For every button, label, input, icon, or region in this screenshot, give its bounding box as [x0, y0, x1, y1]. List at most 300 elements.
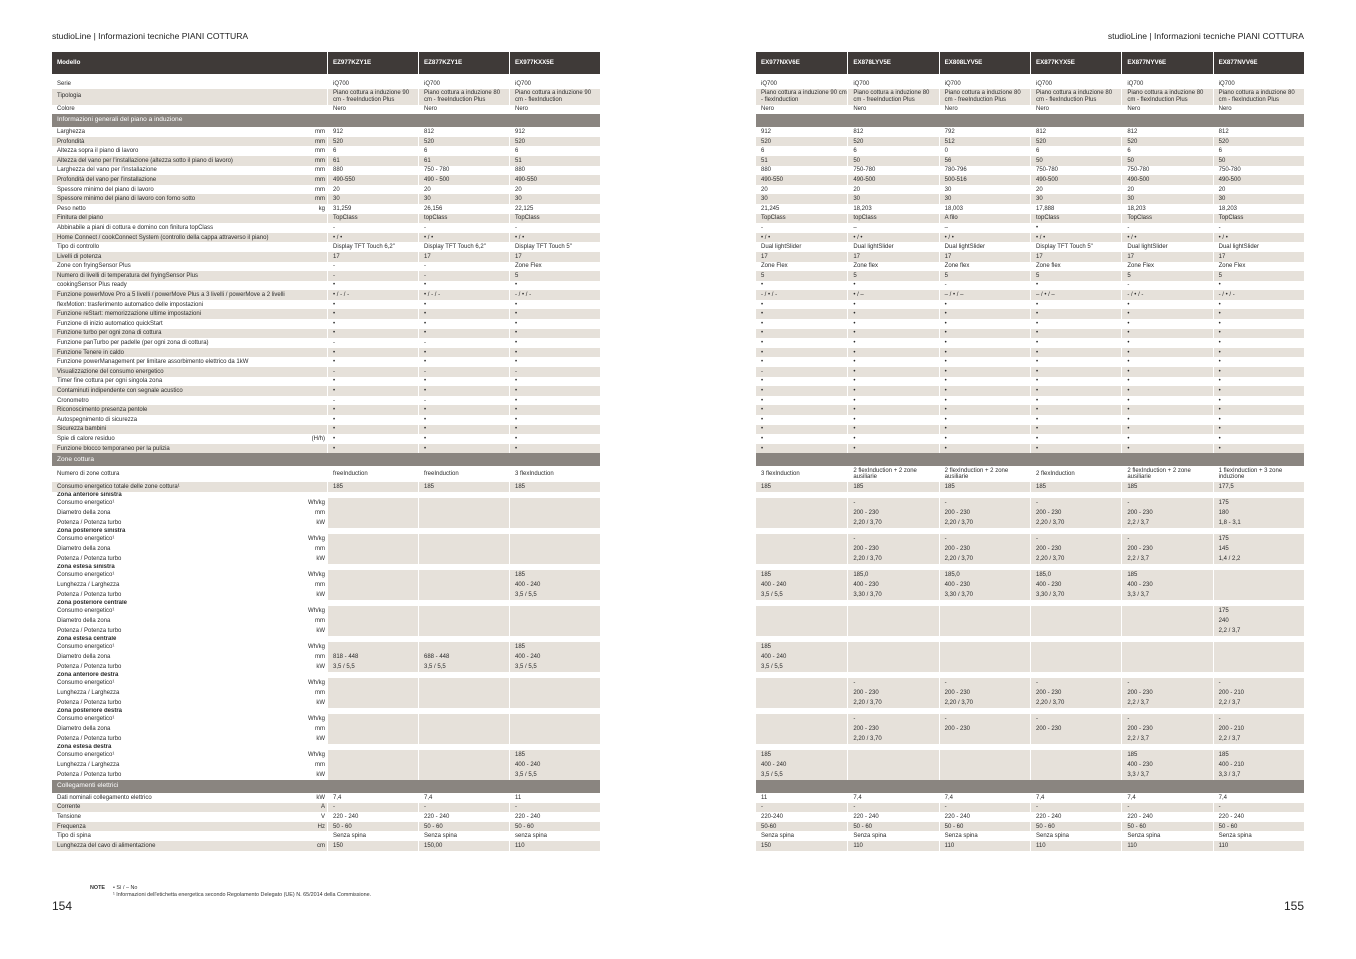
- value-cell: •: [847, 377, 938, 387]
- row-label: Zone con fryingSensor Plus: [57, 263, 131, 270]
- value-cell: -: [418, 271, 509, 281]
- value-cell: •: [847, 309, 938, 319]
- row-unit: kW: [316, 591, 325, 598]
- row-unit: [302, 405, 327, 415]
- table-row: [52, 377, 600, 387]
- value-cell: topClass: [418, 214, 509, 224]
- value-cell: [418, 508, 509, 518]
- value-cell: •: [418, 434, 509, 444]
- value-cell: •: [761, 282, 764, 289]
- value-cell: Senza spina: [1213, 831, 1304, 841]
- value-cell: • / •: [509, 233, 600, 243]
- row-label: Diametro della zona: [57, 509, 111, 516]
- value-cell: [1030, 606, 1121, 616]
- value-cell: 50: [847, 156, 938, 166]
- value-cell: 2,2 / 3,7: [1121, 518, 1212, 528]
- value-cell: 2,2 / 3,7: [1213, 698, 1304, 708]
- value-cell: •: [847, 300, 938, 310]
- value-cell: 2,20 / 3,70: [847, 554, 938, 564]
- value-cell: 185: [847, 482, 938, 492]
- table-row: [756, 319, 1304, 329]
- table-row: [756, 114, 1304, 127]
- value-cell: •: [1213, 319, 1304, 329]
- running-head: studioLine | Informazioni tecniche PIANI COTTURA: [52, 31, 249, 41]
- row-label: Funzione blocco temporaneo per la pulizia: [52, 444, 302, 454]
- value-cell: •: [418, 357, 509, 367]
- value-cell: 50 - 60: [847, 822, 938, 832]
- row-label: Potenza / Potenza turbo: [57, 519, 122, 526]
- row-label: Peso netto: [57, 205, 86, 212]
- value-cell: •: [1213, 367, 1304, 377]
- value-cell: 240: [1213, 616, 1304, 626]
- value-cell: Zone flex: [847, 262, 938, 272]
- value-cell: 5: [1121, 271, 1212, 281]
- value-cell: [1121, 642, 1212, 652]
- table-row: [756, 498, 1304, 508]
- note-line: ¹ Informazioni dell'etichetta energetica secondo Regolamento Delegato (UE) N. 65/2014 della Commissione.: [112, 892, 372, 899]
- table-row: [756, 580, 1304, 590]
- value-cell: 490-550: [509, 175, 600, 185]
- table-row: [52, 434, 600, 444]
- value-cell: 512: [939, 137, 1030, 147]
- value-cell: 51: [509, 156, 600, 166]
- value-cell: [509, 688, 600, 698]
- value-cell: •: [509, 338, 600, 348]
- row-label: Frequenza: [52, 822, 302, 832]
- row-label: Spie di calore residuo: [57, 435, 115, 442]
- row-unit: [302, 262, 327, 272]
- row-label: Diametro della zona: [57, 725, 111, 732]
- value-cell: •: [939, 405, 1030, 415]
- value-cell: [327, 606, 418, 616]
- value-cell: [418, 554, 509, 564]
- row-label: Abbinabile a piani di cottura e domino con finitura topClass: [57, 224, 214, 231]
- value-cell: • / •: [327, 233, 418, 243]
- value-cell: •: [939, 329, 1030, 339]
- value-cell: -: [327, 271, 418, 281]
- value-cell: 185: [756, 570, 847, 580]
- value-cell: [509, 498, 600, 508]
- value-cell: [1121, 662, 1212, 672]
- row-unit: mm: [315, 581, 325, 588]
- value-cell: 2,20 / 3,70: [847, 734, 938, 744]
- value-cell: [1030, 652, 1121, 662]
- value-cell: •: [939, 444, 1030, 454]
- value-cell: 7,4: [1121, 793, 1212, 803]
- value-cell: -: [1030, 498, 1121, 508]
- table-row: [756, 518, 1304, 528]
- value-cell: •: [327, 405, 418, 415]
- value-cell: Zone flex: [939, 262, 1030, 272]
- value-cell: iQ700: [761, 80, 778, 87]
- value-cell: [418, 734, 509, 744]
- value-cell: 3,5 / 5,5: [756, 770, 847, 780]
- value-cell: 750-780: [1030, 166, 1121, 176]
- row-unit: [302, 233, 327, 243]
- value-cell: -: [1213, 714, 1304, 724]
- value-cell: •: [509, 348, 600, 358]
- row-label: flexMotion: trasferimento automatico delle impostazioni: [57, 301, 204, 308]
- model-name: EZ877KZY1E: [418, 52, 509, 74]
- table-row: [756, 89, 1304, 105]
- value-cell: 185: [1213, 750, 1304, 760]
- value-cell: -: [1121, 803, 1212, 813]
- value-cell: [756, 498, 847, 508]
- value-cell: 912: [509, 127, 600, 137]
- row-unit: Wh/kg: [307, 679, 325, 686]
- table-row: [756, 175, 1304, 185]
- value-cell: •: [1121, 367, 1212, 377]
- value-cell: Dual lightSlider: [1121, 242, 1212, 252]
- table-row: [52, 750, 600, 760]
- value-cell: 5: [509, 271, 600, 281]
- value-cell: 3,3 / 3,7: [1121, 770, 1212, 780]
- value-cell: -: [1121, 534, 1212, 544]
- value-cell: 17: [756, 252, 847, 262]
- model-name: EX877NVV6E: [1213, 52, 1304, 74]
- value-cell: 20: [1213, 185, 1304, 195]
- value-cell: [327, 554, 418, 564]
- value-cell: - / • / -: [509, 290, 600, 300]
- value-cell: [847, 626, 938, 636]
- value-cell: 750-780: [1121, 166, 1212, 176]
- value-cell: topClass: [847, 214, 938, 224]
- value-cell: 812: [418, 127, 509, 137]
- value-cell: Senza spina: [761, 833, 795, 840]
- value-cell: •: [761, 320, 764, 327]
- value-cell: 11: [509, 793, 600, 803]
- row-label: Lunghezza del cavo di alimentazione: [52, 841, 302, 851]
- value-cell: Senza spina: [939, 831, 1030, 841]
- value-cell: iQ700: [847, 79, 938, 89]
- value-cell: 185: [1121, 750, 1212, 760]
- table-row: [756, 79, 1304, 89]
- table-row: [756, 357, 1304, 367]
- value-cell: 520: [509, 137, 600, 147]
- value-cell: -: [847, 534, 938, 544]
- value-cell: •: [761, 301, 764, 308]
- value-cell: -: [509, 803, 600, 813]
- value-cell: TopClass: [327, 214, 418, 224]
- table-row: [756, 166, 1304, 176]
- value-cell: 490-550: [756, 175, 847, 185]
- value-cell: [509, 714, 600, 724]
- section-heading: Informazioni generali del piano a induzione: [52, 114, 600, 127]
- table-row: [756, 662, 1304, 672]
- notes: [90, 885, 371, 900]
- value-cell: •: [509, 281, 600, 291]
- value-cell: -: [1121, 281, 1212, 291]
- value-cell: 7,4: [1213, 793, 1304, 803]
- value-cell: -: [327, 396, 418, 406]
- value-cell: -: [418, 223, 509, 233]
- value-cell: -: [418, 338, 509, 348]
- value-cell: 2,20 / 3,70: [1030, 518, 1121, 528]
- value-cell: Senza spina: [1121, 831, 1212, 841]
- value-cell: [756, 734, 847, 744]
- value-cell: [418, 498, 509, 508]
- value-cell: [1121, 626, 1212, 636]
- value-cell: 11: [761, 794, 768, 801]
- value-cell: -: [847, 714, 938, 724]
- value-cell: [509, 518, 600, 528]
- value-cell: •: [1030, 223, 1121, 233]
- row-unit: kW: [316, 771, 325, 778]
- zone-group-heading: Zona posteriore centrale: [57, 599, 128, 606]
- value-cell: [509, 606, 600, 616]
- value-cell: •: [939, 425, 1030, 435]
- table-row: [756, 194, 1304, 204]
- value-cell: 220 - 240: [1121, 812, 1212, 822]
- value-cell: 22,125: [509, 204, 600, 214]
- value-cell: • / •: [939, 233, 1030, 243]
- row-label: Dati nominali collegamento elettrico: [57, 794, 152, 801]
- value-cell: –: [939, 223, 1030, 233]
- value-cell: -: [1030, 534, 1121, 544]
- table-row: [52, 89, 600, 105]
- row-unit: [302, 377, 327, 387]
- row-unit: [302, 319, 327, 329]
- value-cell: -: [418, 262, 509, 272]
- row-unit: [302, 396, 327, 406]
- value-cell: •: [509, 405, 600, 415]
- value-cell: •: [1030, 434, 1121, 444]
- value-cell: [939, 626, 1030, 636]
- value-cell: [1213, 642, 1304, 652]
- note-line: • Sì / – No: [112, 885, 138, 891]
- value-cell: freeInduction: [418, 466, 509, 482]
- value-cell: [418, 688, 509, 698]
- value-cell: •: [847, 405, 938, 415]
- row-label: Consumo energetico totale delle zone cottura¹: [52, 482, 302, 492]
- value-cell: [1030, 616, 1121, 626]
- value-cell: •: [761, 378, 764, 385]
- value-cell: •: [327, 377, 418, 387]
- value-cell: [327, 724, 418, 734]
- table-row: [756, 204, 1304, 214]
- table-row: [52, 338, 600, 348]
- value-cell: 50-60: [756, 822, 847, 832]
- value-cell: •: [327, 329, 418, 339]
- page-number: 155: [1283, 899, 1304, 913]
- row-unit: mm: [315, 128, 325, 135]
- value-cell: Piano cottura a induzione 90 cm - flexInduction: [509, 89, 600, 105]
- value-cell: 200 - 230: [1121, 508, 1212, 518]
- table-row: [52, 734, 600, 744]
- value-cell: 185: [1121, 570, 1212, 580]
- table-row: [52, 242, 600, 252]
- value-cell: 110: [1030, 841, 1121, 851]
- table-row: [756, 105, 1304, 115]
- table-row: [52, 760, 600, 770]
- value-cell: 5: [939, 271, 1030, 281]
- value-cell: 50: [1121, 156, 1212, 166]
- value-cell: 200 - 230: [939, 688, 1030, 698]
- value-cell: [509, 626, 600, 636]
- value-cell: 61: [418, 156, 509, 166]
- value-cell: •: [509, 434, 600, 444]
- value-cell: 17: [939, 252, 1030, 262]
- value-cell: 3,5 / 5,5: [327, 662, 418, 672]
- row-unit: kW: [316, 735, 325, 742]
- value-cell: [847, 606, 938, 616]
- value-cell: 7,4: [1030, 793, 1121, 803]
- value-cell: Dual lightSlider: [939, 242, 1030, 252]
- value-cell: Nero: [418, 105, 509, 115]
- row-unit: mm: [315, 761, 325, 768]
- table-row: [52, 482, 600, 492]
- value-cell: •: [509, 396, 600, 406]
- row-label: cookingSensor Plus ready: [57, 282, 127, 289]
- value-cell: •: [847, 319, 938, 329]
- value-cell: •: [1030, 444, 1121, 454]
- value-cell: [418, 590, 509, 600]
- row-unit: Wh/kg: [307, 499, 325, 506]
- row-label: Funzione turbo per ogni zona di cottura: [52, 329, 302, 339]
- value-cell: Dual lightSlider: [761, 244, 802, 251]
- table-row: [52, 616, 600, 626]
- value-cell: 400 - 240: [509, 652, 600, 662]
- value-cell: 200 - 230: [939, 724, 1030, 734]
- row-label: Potenza / Potenza turbo: [57, 627, 122, 634]
- table-row: [756, 626, 1304, 636]
- value-cell: -: [1030, 678, 1121, 688]
- value-cell: •: [939, 338, 1030, 348]
- row-label: Autospegnimento di sicurezza: [57, 416, 138, 423]
- value-cell: •: [509, 377, 600, 387]
- value-cell: [847, 616, 938, 626]
- table-row: [52, 590, 600, 600]
- table-row: [756, 750, 1304, 760]
- table-row: [52, 606, 600, 616]
- value-cell: 750-780: [1213, 166, 1304, 176]
- value-cell: 7,4: [327, 793, 418, 803]
- table-row: [52, 841, 600, 851]
- value-cell: 3,5 / 5,5: [509, 770, 600, 780]
- value-cell: •: [939, 367, 1030, 377]
- value-cell: [1030, 626, 1121, 636]
- value-cell: 780-796: [939, 166, 1030, 176]
- value-cell: •: [1121, 386, 1212, 396]
- table-row: [52, 570, 600, 580]
- value-cell: Dual lightSlider: [847, 242, 938, 252]
- value-cell: iQ700: [939, 79, 1030, 89]
- model-name: EX977NXV6E: [756, 52, 847, 74]
- table-row: [756, 793, 1304, 803]
- value-cell: 50 - 60: [939, 822, 1030, 832]
- value-cell: 50 - 60: [327, 822, 418, 832]
- value-cell: •: [939, 357, 1030, 367]
- value-cell: •: [1213, 405, 1304, 415]
- value-cell: 200 - 230: [939, 508, 1030, 518]
- value-cell: -: [1213, 678, 1304, 688]
- value-cell: Senza spina: [1030, 831, 1121, 841]
- table-row: [756, 52, 1304, 74]
- row-unit: [302, 357, 327, 367]
- value-cell: -: [327, 367, 418, 377]
- value-cell: •: [939, 309, 1030, 319]
- row-unit: Wh/kg: [307, 715, 325, 722]
- value-cell: [509, 544, 600, 554]
- value-cell: •: [939, 434, 1030, 444]
- value-cell: 50 - 60: [509, 822, 600, 832]
- row-unit: [302, 290, 327, 300]
- value-cell: •: [327, 309, 418, 319]
- table-row: [52, 175, 600, 185]
- value-cell: [756, 688, 847, 698]
- value-cell: [418, 626, 509, 636]
- value-cell: •: [418, 444, 509, 454]
- value-cell: Nero: [327, 105, 418, 115]
- value-cell: 7,4: [418, 793, 509, 803]
- value-cell: 185,0: [847, 570, 938, 580]
- value-cell: [1030, 750, 1121, 760]
- value-cell: 185: [756, 482, 847, 492]
- value-cell: Piano cottura a induzione 80 cm - freeInduction Plus: [939, 89, 1030, 105]
- value-cell: 150: [756, 841, 847, 851]
- value-cell: [847, 652, 938, 662]
- value-cell: •: [1030, 415, 1121, 425]
- value-cell: 400 - 230: [1030, 580, 1121, 590]
- table-row: [756, 841, 1304, 851]
- row-unit: [302, 329, 327, 339]
- value-cell: [327, 498, 418, 508]
- value-cell: Display TFT Touch 5": [509, 242, 600, 252]
- value-cell: senza spina: [509, 831, 600, 841]
- row-label: Tipo di controllo: [57, 244, 100, 251]
- value-cell: 220 - 240: [418, 812, 509, 822]
- value-cell: •: [1213, 386, 1304, 396]
- value-cell: •: [761, 435, 764, 442]
- table-row: [52, 185, 600, 195]
- row-unit: Wh/kg: [307, 643, 325, 650]
- value-cell: •: [847, 444, 938, 454]
- value-cell: 400 - 240: [756, 652, 847, 662]
- value-cell: •: [1213, 281, 1304, 291]
- value-cell: 18,203: [1213, 204, 1304, 214]
- model-name: EZ977KZY1E: [327, 52, 418, 74]
- value-cell: •: [1121, 300, 1212, 310]
- value-cell: [1213, 652, 1304, 662]
- value-cell: •: [1030, 377, 1121, 387]
- table-row: [52, 724, 600, 734]
- value-cell: •: [1121, 405, 1212, 415]
- value-cell: 400 - 210: [1213, 760, 1304, 770]
- row-unit: [302, 466, 327, 482]
- section-heading: Collegamenti elettrici: [52, 780, 600, 793]
- value-cell: 185: [509, 482, 600, 492]
- value-cell: [756, 544, 847, 554]
- value-cell: iQ700: [327, 79, 418, 89]
- row-label: Consumo energetico¹: [57, 499, 115, 506]
- table-row: [756, 223, 1304, 233]
- value-cell: •: [847, 357, 938, 367]
- value-cell: [756, 678, 847, 688]
- value-cell: -: [509, 367, 600, 377]
- table-row: [756, 770, 1304, 780]
- value-cell: •: [761, 359, 764, 366]
- value-cell: Piano cottura a induzione 90 cm - flexInduction: [756, 89, 847, 105]
- table-row: [756, 714, 1304, 724]
- row-label: Finitura del piano: [52, 214, 302, 224]
- value-cell: TopClass: [1213, 214, 1304, 224]
- value-cell: • / •: [756, 233, 847, 243]
- value-cell: 185,0: [939, 570, 1030, 580]
- row-unit: [302, 425, 327, 435]
- value-cell: 2,20 / 3,70: [939, 698, 1030, 708]
- value-cell: 200 - 230: [1121, 688, 1212, 698]
- value-cell: [418, 534, 509, 544]
